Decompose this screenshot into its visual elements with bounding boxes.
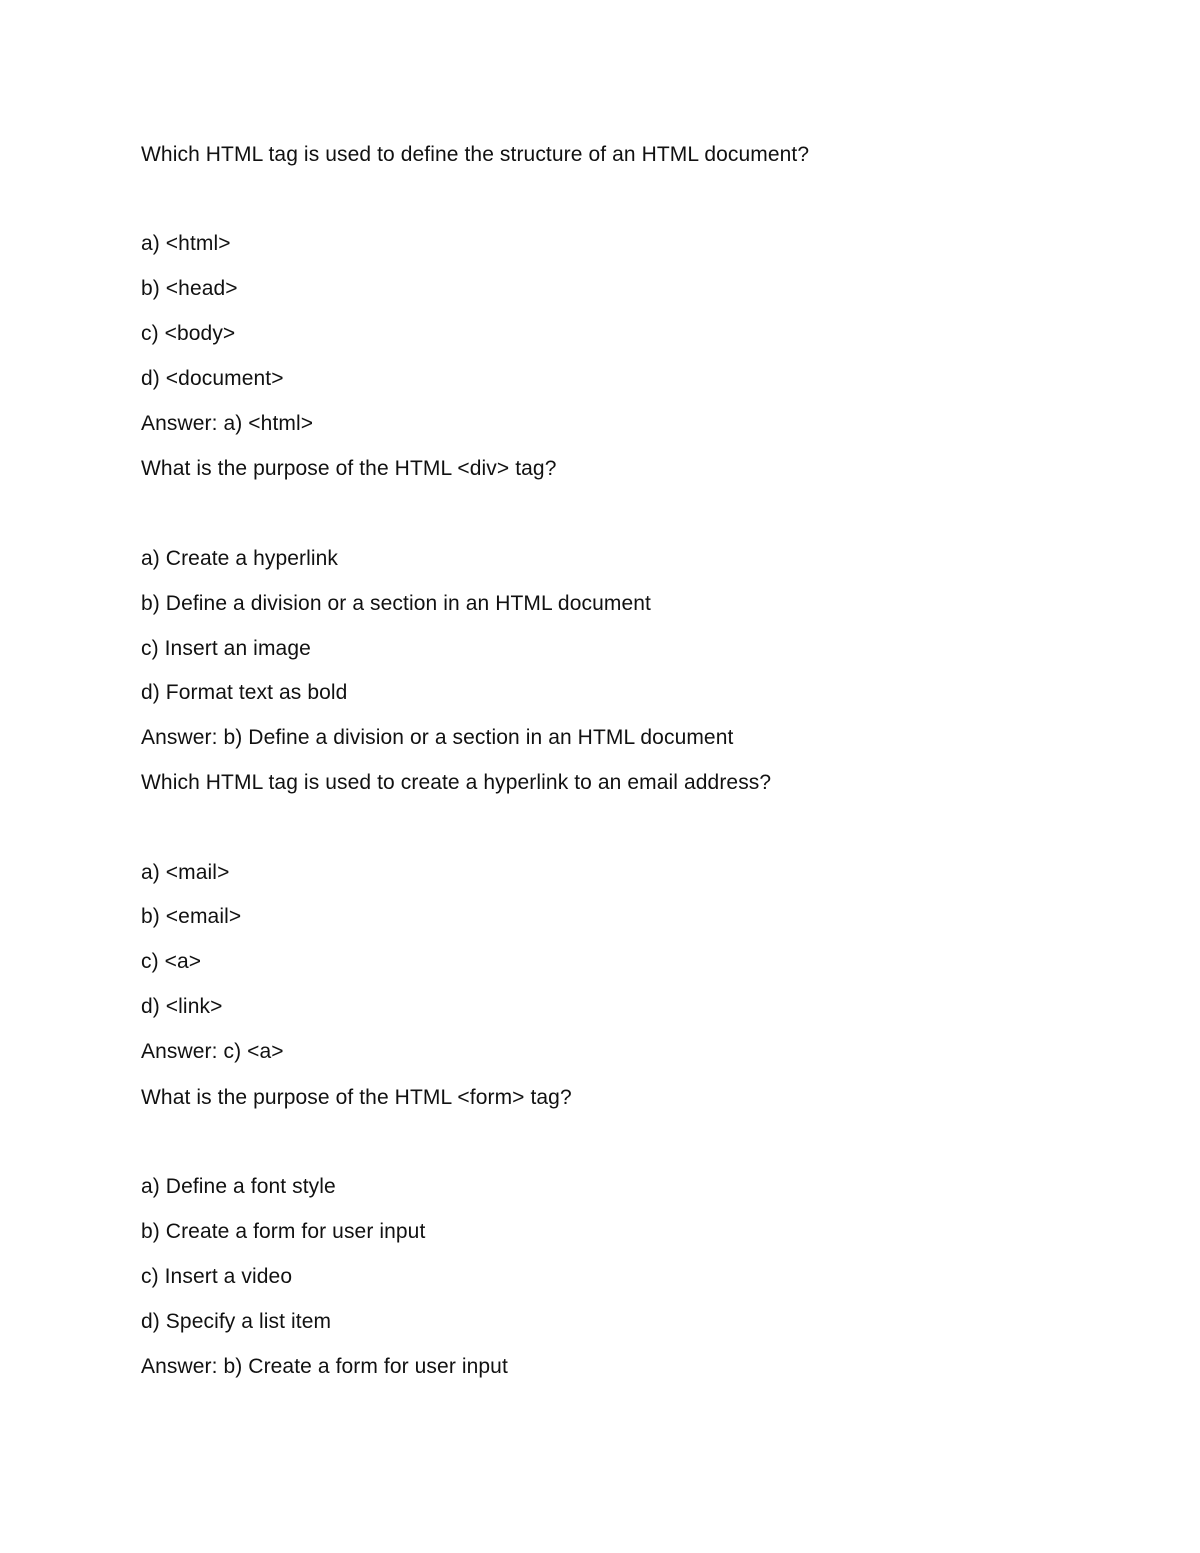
question-1-option-b: b) <head>	[141, 277, 238, 300]
question-4-option-b: b) Create a form for user input	[141, 1220, 426, 1243]
question-3-option-d: d) <link>	[141, 995, 223, 1018]
question-3-option-a: a) <mail>	[141, 861, 230, 884]
question-4-text: What is the purpose of the HTML <form> tag?	[141, 1086, 572, 1109]
question-3-answer: Answer: c) <a>	[141, 1040, 284, 1063]
question-4-option-a: a) Define a font style	[141, 1175, 336, 1198]
question-1-option-d: d) <document>	[141, 367, 284, 390]
question-4-answer: Answer: b) Create a form for user input	[141, 1355, 508, 1378]
question-2-text: What is the purpose of the HTML <div> tag?	[141, 457, 557, 480]
question-1-option-a: a) <html>	[141, 232, 231, 255]
question-1-answer: Answer: a) <html>	[141, 412, 314, 435]
question-2-option-b: b) Define a division or a section in an HTML document	[141, 592, 651, 615]
question-4-option-c: c) Insert a video	[141, 1265, 293, 1288]
question-2-answer: Answer: b) Define a division or a section in an HTML document	[141, 726, 734, 749]
question-2-option-a: a) Create a hyperlink	[141, 547, 339, 570]
question-1-text: Which HTML tag is used to define the structure of an HTML document?	[141, 143, 810, 166]
question-3-option-c: c) <a>	[141, 950, 202, 973]
question-1-option-c: c) <body>	[141, 322, 236, 345]
question-2-option-c: c) Insert an image	[141, 637, 311, 660]
question-3-text: Which HTML tag is used to create a hyperlink to an email address?	[141, 771, 772, 794]
question-2-option-d: d) Format text as bold	[141, 681, 348, 704]
question-4-option-d: d) Specify a list item	[141, 1310, 332, 1333]
question-3-option-b: b) <email>	[141, 905, 242, 928]
